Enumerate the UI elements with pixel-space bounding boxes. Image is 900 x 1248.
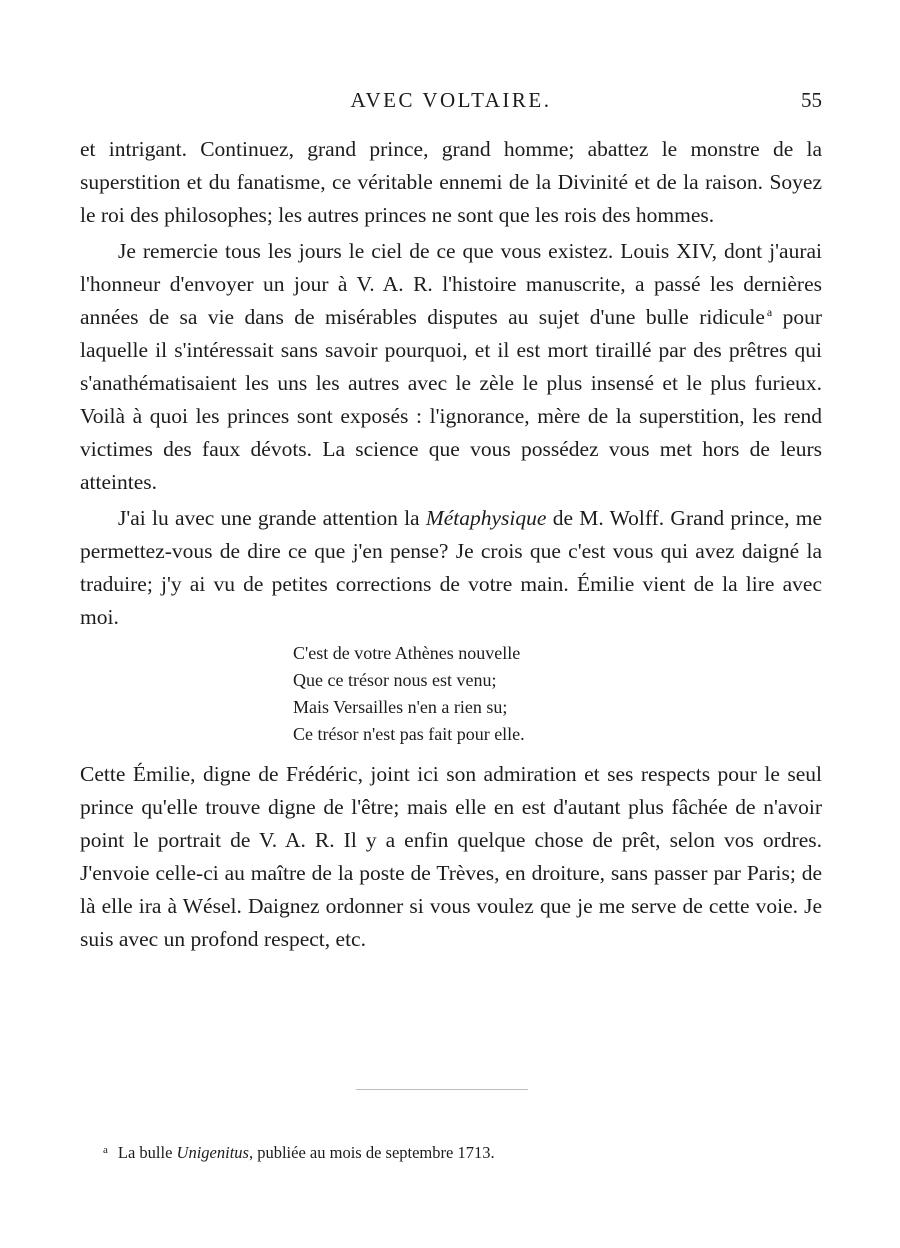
paragraph-2-text-a: Je remercie tous les jours le ciel de ce que vous existez. Louis XIV, dont j'aurai l'honneur d'envoyer un jour à V. A. R. l'histoire manuscrite, a passé les dernières années de sa vie dans de misérables disputes au sujet d'une bulle ridicule — [80, 239, 822, 329]
closing-paragraph: Cette Émilie, digne de Frédéric, joint ici son admiration et ses respects pour le seul prince qu'elle trouve digne de l'être; mais elle en est d'autant plus fâchée de n'avoir point le portrait de V. A. R. Il y a enfin quelque chose de prêt, selon vos ordres. J'envoie celle-ci au maître de la poste de Trèves, en droiture, sans passer par Paris; de là elle ira à Wésel. Daignez ordonner si vous voulez que je me serve de cette voie. Je suis avec un profond respect, etc. — [80, 762, 822, 951]
verse-line: C'est de votre Athènes nouvelle — [293, 643, 521, 663]
verse-stanza — [293, 640, 822, 748]
footnote-text-b: , publiée au mois de septembre 1713. — [248, 1143, 495, 1162]
verse-line: Mais Versailles n'en a rien su; — [293, 697, 508, 717]
page-header — [80, 88, 822, 118]
paragraph-1: et intrigant. Continuez, grand prince, grand homme; abattez le monstre de la superstition et du fanatisme, ce véritable ennemi de la Divinité et de la raison. Soyez le roi des philosophes; les autres princes ne sont que les rois des hommes. — [80, 137, 822, 227]
paragraph-3-text-b: de M. Wolff. Grand prince, me permettez-vous de dire ce que j'en pense? Je crois que c'est vous qui avez daigné la traduire; j'y ai vu de petites corrections de votre main. Émilie vient de la lire avec moi. — [80, 506, 822, 629]
verse-line: Que ce trésor nous est venu; — [293, 670, 497, 690]
paragraph-2-text-b: pour laquelle il s'intéressait sans savoir pourquoi, et il est mort tiraillé par des prêtres qui s'anathématisaient les uns les autres avec le zèle le plus insensé et le plus furieux. Voilà à quoi les princes sont exposés : l'ignorance, mère de la superstition, les rend victimes des faux dévots. La science que vous possédez vous met hors de leurs atteintes. — [80, 305, 822, 494]
book-title-metaphysique: Métaphysique — [425, 506, 547, 530]
paragraph-3 — [80, 502, 822, 634]
running-title: AVEC VOLTAIRE. — [350, 88, 552, 112]
footnote-divider — [356, 1089, 528, 1090]
paragraph-3-text-a: J'ai lu avec une grande attention la — [118, 506, 426, 530]
footnote-italic-title: Unigenitus — [176, 1143, 249, 1162]
page-number: 55 — [801, 88, 822, 112]
footnote-mark: a — [103, 1144, 108, 1156]
letter-body — [80, 133, 822, 956]
footnote — [103, 1138, 495, 1165]
verse-line: Ce trésor n'est pas fait pour elle. — [293, 724, 525, 744]
footnote-reference: a — [766, 305, 773, 319]
footnote-text-a: La bulle — [117, 1143, 177, 1162]
paragraph-2 — [80, 235, 822, 499]
